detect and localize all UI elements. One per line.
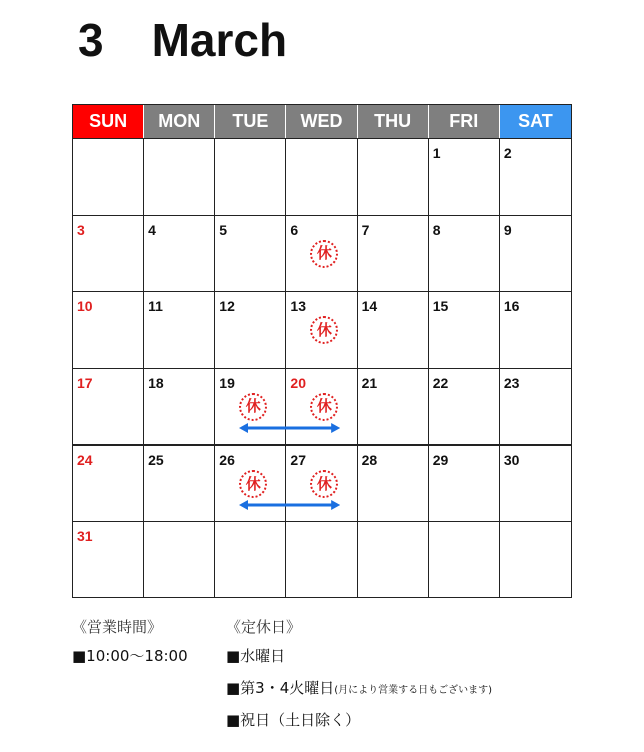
weekday-tue: TUE — [215, 105, 286, 138]
closed-stamp: 休 — [310, 316, 338, 344]
empty-day-cell — [429, 522, 500, 598]
weekday-sat: SAT — [500, 105, 571, 138]
month-number: 3 — [78, 14, 104, 66]
day-cell-10[interactable] — [73, 292, 144, 368]
day-cell-4[interactable] — [144, 216, 215, 292]
day-cell-20[interactable] — [286, 369, 357, 445]
day-number: 11 — [148, 298, 163, 314]
day-cell-3[interactable] — [73, 216, 144, 292]
regular-holiday-text: ■水曜日 — [226, 647, 286, 665]
day-cell-8[interactable] — [429, 216, 500, 292]
empty-day-cell — [286, 139, 357, 215]
day-number: 21 — [361, 374, 378, 391]
day-number: 6 — [290, 221, 299, 238]
regular-holiday-note: (月により営業する日もございます) — [334, 685, 493, 696]
regular-holiday-item — [226, 672, 626, 704]
day-cell-31[interactable] — [73, 522, 144, 598]
day-cell-23[interactable] — [500, 369, 571, 445]
day-number: 2 — [503, 145, 512, 161]
empty-day-cell — [215, 139, 286, 215]
business-hours-section — [72, 614, 222, 672]
day-number: 4 — [148, 221, 156, 238]
empty-day-cell — [358, 139, 429, 215]
weekday-fri: FRI — [429, 105, 500, 138]
day-cell-12[interactable] — [215, 292, 286, 368]
day-cell-11[interactable] — [144, 292, 215, 368]
calendar-grid — [72, 104, 572, 598]
day-number: 9 — [503, 221, 512, 238]
weekday-thu: THU — [358, 105, 429, 138]
week-row — [73, 368, 571, 445]
day-number: 10 — [77, 298, 93, 314]
day-cell-13[interactable] — [286, 292, 357, 368]
closed-stamp: 休 — [310, 393, 338, 421]
weekday-wed: WED — [286, 105, 357, 138]
day-number: 3 — [77, 221, 85, 238]
day-cell-29[interactable] — [429, 446, 500, 521]
regular-holiday-item — [226, 704, 626, 736]
closed-stamp: 休 — [310, 470, 338, 498]
empty-day-cell — [73, 139, 144, 215]
day-number: 12 — [219, 298, 235, 314]
regular-holiday-text: ■祝日（土日除く） — [226, 711, 361, 729]
closed-stamp: 休 — [239, 470, 267, 498]
day-cell-14[interactable] — [358, 292, 429, 368]
empty-day-cell — [500, 522, 571, 598]
day-number: 17 — [77, 374, 93, 391]
month-name: March — [151, 14, 288, 66]
business-hours-heading: 《営業時間》 — [72, 618, 163, 636]
day-cell-27[interactable] — [286, 446, 357, 521]
week-row — [73, 444, 571, 521]
day-cell-16[interactable] — [500, 292, 571, 368]
week-row — [73, 215, 571, 292]
week-row — [73, 521, 571, 598]
business-hours-value: ■10:00～18:00 — [72, 647, 188, 665]
day-cell-25[interactable] — [144, 446, 215, 521]
day-number: 24 — [77, 452, 93, 468]
day-number: 8 — [432, 221, 441, 238]
day-number: 16 — [503, 298, 520, 314]
empty-day-cell — [358, 522, 429, 598]
weekday-mon: MON — [144, 105, 215, 138]
day-number: 20 — [290, 374, 306, 391]
day-cell-22[interactable] — [429, 369, 500, 445]
day-number: 14 — [361, 298, 378, 314]
empty-day-cell — [286, 522, 357, 598]
day-cell-7[interactable] — [358, 216, 429, 292]
day-number: 7 — [361, 221, 370, 238]
week-row — [73, 291, 571, 368]
day-number: 22 — [432, 374, 449, 391]
empty-day-cell — [144, 139, 215, 215]
day-number: 30 — [503, 452, 520, 468]
regular-holidays-heading: 《定休日》 — [226, 618, 302, 636]
weekday-header — [73, 105, 571, 138]
day-number: 28 — [361, 452, 378, 468]
regular-holidays-section — [226, 614, 626, 736]
day-cell-2[interactable] — [500, 139, 571, 215]
day-cell-18[interactable] — [144, 369, 215, 445]
day-cell-17[interactable] — [73, 369, 144, 445]
day-number: 26 — [219, 452, 235, 468]
day-number: 29 — [432, 452, 449, 468]
day-number: 1 — [432, 145, 441, 161]
day-cell-6[interactable] — [286, 216, 357, 292]
closed-stamp: 休 — [310, 240, 338, 268]
day-cell-21[interactable] — [358, 369, 429, 445]
day-cell-19[interactable] — [215, 369, 286, 445]
week-row — [73, 138, 571, 215]
regular-holiday-text: ■第3・4火曜日 — [226, 679, 335, 697]
day-cell-1[interactable] — [429, 139, 500, 215]
day-cell-26[interactable] — [215, 446, 286, 521]
day-number: 15 — [432, 298, 449, 314]
day-number: 18 — [148, 374, 164, 391]
calendar-weeks — [73, 138, 571, 597]
day-cell-5[interactable] — [215, 216, 286, 292]
month-title — [78, 8, 287, 72]
day-cell-24[interactable] — [73, 446, 144, 521]
day-number: 25 — [148, 452, 164, 468]
day-number: 23 — [503, 374, 520, 391]
regular-holiday-item — [226, 640, 626, 672]
day-number: 13 — [290, 298, 306, 314]
day-cell-9[interactable] — [500, 216, 571, 292]
day-number: 27 — [290, 452, 306, 468]
weekday-sun: SUN — [73, 105, 144, 138]
empty-day-cell — [144, 522, 215, 598]
day-cell-15[interactable] — [429, 292, 500, 368]
day-number: 31 — [77, 527, 93, 544]
closed-stamp: 休 — [239, 393, 267, 421]
day-number: 19 — [219, 374, 235, 391]
day-cell-30[interactable] — [500, 446, 571, 521]
day-cell-28[interactable] — [358, 446, 429, 521]
empty-day-cell — [215, 522, 286, 598]
day-number: 5 — [219, 221, 228, 238]
